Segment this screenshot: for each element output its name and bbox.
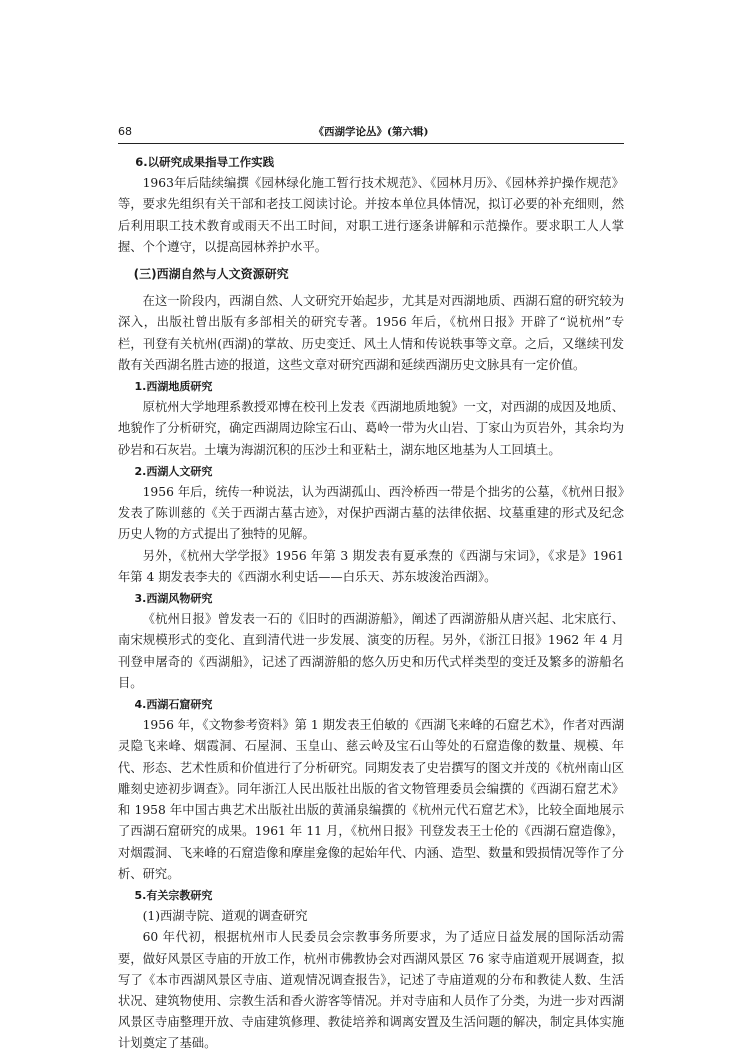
section-heading: 6.以研究成果指导工作实践: [135, 155, 275, 169]
running-title: 《西湖学论丛》(第六辑): [313, 126, 429, 138]
subsection-heading: 2.西湖人文研究: [134, 464, 213, 478]
page-body: [118, 152, 624, 1055]
subsection-heading: 5.有关宗教研究: [134, 888, 213, 902]
paragraph: 60 年代初，根据杭州市人民委员会宗教事务所要求，为了适应日益发展的国际活动需要，做好风景区寺庙的开放工作，杭州市佛教协会对西湖风景区 76 家寺庙道观开展调查，拟写了《本市西湖风景区寺庙、道观情况调查报告》，记述了寺庙道观的分布和教徒人数、生活状况、建筑物使用、宗教生活和香火游客等情况。并对寺庙和人员作了分类，为进一步对西湖风景区寺庙整理开放、寺庙建筑修理、教徒培养和调离安置及生活问题的解决，制定具体实施计划奠定了基础。: [118, 930, 624, 1051]
paragraph: 原杭州大学地理系教授邓博在校刊上发表《西湖地质地貌》一文，对西湖的成因及地质、地貌作了分析研究，确定西湖周边除宝石山、葛岭一带为火山岩、丁家山为页岩外，其余均为砂岩和石灰岩。土壤为海湖沉积的压沙土和亚粘土，湖东地区地基为人工回填土。: [118, 400, 624, 457]
paragraph: 另外，《杭州大学学报》1956 年第 3 期发表有夏承焘的《西湖与宋词》，《求是》1961 年第 4 期发表李夫的《西湖水利史话——白乐天、苏东坡浚治西湖》。: [118, 548, 624, 584]
paragraph: 1956 年后，统传一种说法，认为西湖孤山、西泠桥西一带是个拙劣的公墓，《杭州日报》发表了陈训慈的《关于西湖古墓古迹》，对保护西湖古墓的法律依据、坟墓重建的形式及纪念历史人物的方式提出了独特的见解。: [118, 485, 624, 542]
subsection-heading: 1.西湖地质研究: [134, 380, 213, 394]
header-rule: [118, 143, 624, 144]
paragraph: 1963年后陆续编撰《园林绿化施工暂行技术规范》、《园林月历》、《园林养护操作规范》等，要求先组织有关干部和老技工阅读讨论。并按本单位具体情况，拟订必要的补充细则，然后利用职工技术教育或雨天不出工时间，对职工进行逐条讲解和示范操作。要求职工人人掌握、个个遵守，以提高园林养护水平。: [118, 176, 624, 254]
subsection-heading: 4.西湖石窟研究: [134, 698, 213, 712]
paragraph: 《杭州日报》曾发表一石的《旧时的西湖游船》，阐述了西湖游船从唐兴起、北宋底行、南宋规模形式的变化、直到清代进一步发展、演变的历程。另外，《浙江日报》1962 年 4 月刊登申屠奇的《西湖船》，记述了西湖游船的悠久历史和历代式样类型的变迁及繁多的游船名目。: [118, 612, 624, 690]
paragraph: 1956 年，《文物参考资料》第 1 期发表王伯敏的《西湖飞来峰的石窟艺术》，作者对西湖灵隐飞来峰、烟霞洞、石屋洞、玉皇山、慈云岭及宝石山等处的石窟造像的数量、规模、年代、形态、艺术性质和价值进行了分析研究。同期发表了史岩撰写的图文并茂的《杭州南山区雕刻史迹初步调查》。同年浙江人民出版社出版的省文物管理委员会编撰的《西湖石窟艺术》和 1958 年中国古典艺术出版社出版的黄涌泉编撰的《杭州元代石窟艺术》，比较全面地展示了西湖石窟研究的成果。1961 年 11 月，《杭州日报》刊登发表王士伦的《西湖石窟造像》，对烟霞洞、飞来峰的石窟造像和摩崖龛像的起始年代、内涵、造型、数量和毁损情况等作了分析、研究。: [118, 718, 624, 881]
subsection-heading: 3.西湖风物研究: [134, 592, 213, 606]
section-title: (三)西湖自然与人文资源研究: [133, 267, 289, 282]
page-header: [118, 123, 624, 141]
paragraph: 在这一阶段内，西湖自然、人文研究开始起步，尤其是对西湖地质、西湖石窟的研究较为深入，出版社曾出版有多部相关的研究专著。1956 年后，《杭州日报》开辟了“说杭州”专栏，刊登有关杭州(西湖)的掌故、历史变迁、风土人情和传说轶事等文章。之后，又继续刊发散有关西湖名胜古迹的报道，这些文章对研究西湖和延续西湖历史文脉具有一定价值。: [118, 294, 624, 372]
paragraph: (1)西湖寺院、道观的调查研究: [142, 909, 308, 924]
page-number: 68: [118, 125, 132, 138]
